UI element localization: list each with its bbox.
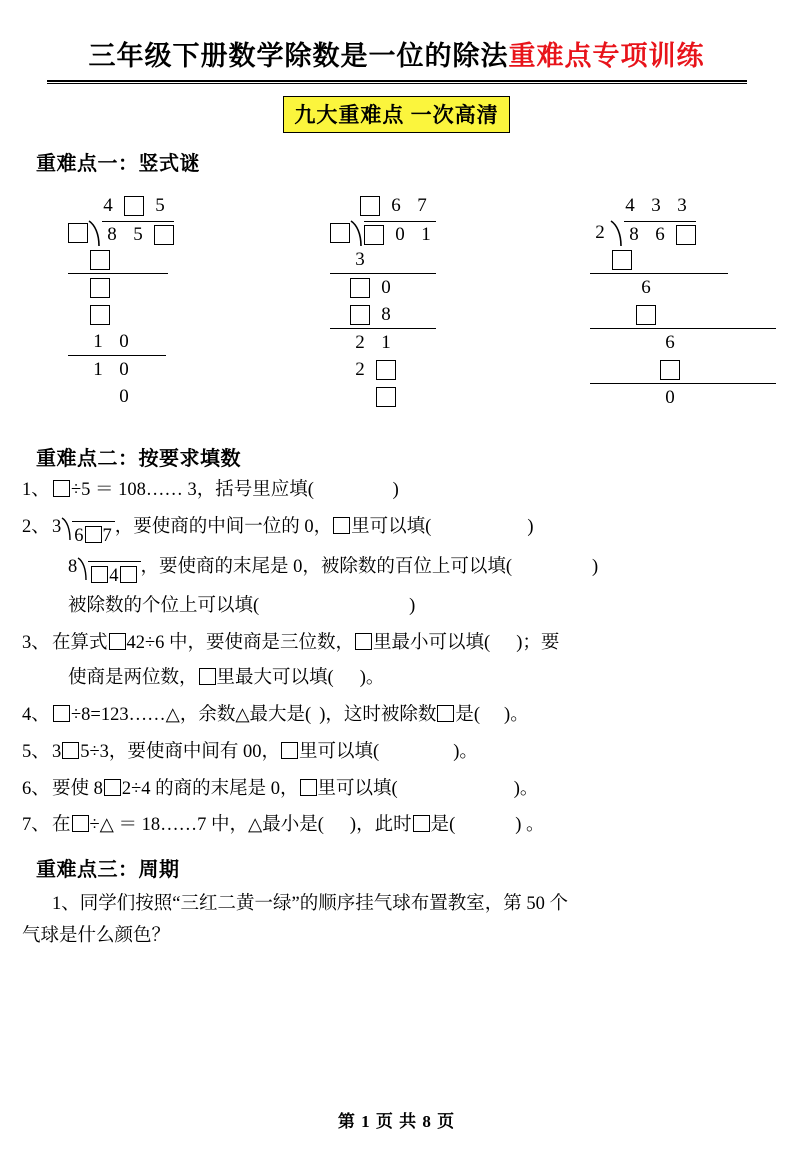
- answer-box[interactable]: [62, 742, 79, 759]
- puzzle-3-step-1: [590, 246, 776, 273]
- puzzle-1-dividend: [102, 221, 174, 245]
- question-2-line2-post: ，要使商的末尾是 0，被除数的百位上可以填(: [140, 556, 513, 577]
- answer-box[interactable]: [53, 480, 70, 497]
- digit: 1: [381, 331, 391, 353]
- section-heading-three: 重难点三：周期: [36, 859, 180, 882]
- answer-box[interactable]: [85, 526, 102, 543]
- digit: 0: [119, 385, 129, 407]
- digit: 1: [93, 358, 103, 380]
- question-number: 2、: [22, 516, 50, 537]
- answer-box[interactable]: [281, 742, 298, 759]
- digit: 2: [595, 221, 605, 243]
- subtitle-highlight: 九大重难点 一次高清: [283, 96, 509, 133]
- answer-box[interactable]: [376, 360, 396, 380]
- question-3-d: )；要: [516, 633, 560, 654]
- answer-box[interactable]: [437, 705, 454, 722]
- puzzle-3-remainder: [590, 383, 776, 411]
- digit: 2: [355, 358, 365, 380]
- question-number: 1、: [22, 480, 50, 500]
- answer-box[interactable]: [109, 633, 126, 650]
- answer-box[interactable]: [355, 633, 372, 650]
- answer-box[interactable]: [68, 223, 88, 243]
- answer-box[interactable]: [636, 305, 656, 325]
- question-2-pre: 3: [52, 516, 62, 537]
- puzzle-3-step-2: [590, 273, 728, 301]
- question-7: [0, 812, 793, 839]
- question-7-e: ) 。: [515, 815, 545, 836]
- cycle-question-number: 1、: [52, 894, 80, 915]
- answer-box[interactable]: [350, 305, 370, 325]
- digit: 4: [103, 194, 113, 216]
- question-1-text-end: ): [392, 480, 399, 500]
- question-4-b: )，这时被除数: [319, 704, 437, 725]
- puzzle-2-step-3: [330, 301, 436, 328]
- inline-dividend: [72, 521, 115, 546]
- answer-box[interactable]: [154, 225, 174, 245]
- question-7-b: ÷△ ＝ 18……7 中，△最小是(: [89, 815, 324, 836]
- digit: 6: [665, 331, 675, 353]
- puzzle-1-step-1: [68, 246, 174, 273]
- puzzle-1-step-3: [68, 301, 174, 328]
- cycle-question-text: 同学们按照“三红二黄一绿”的顺序挂气球布置教室，第 50 个: [79, 894, 568, 915]
- question-2-line3-end: ): [409, 596, 416, 617]
- question-3-line2: [52, 665, 793, 692]
- question-3-c: 里最小可以填(: [373, 633, 491, 654]
- question-7-c: )，此时: [349, 815, 412, 836]
- division-bracket-icon: [61, 517, 72, 539]
- answer-box[interactable]: [90, 278, 110, 298]
- question-5: [0, 739, 793, 766]
- question-6-b: 2÷4 的商的末尾是 0，: [121, 778, 299, 799]
- question-1: [0, 477, 793, 504]
- division-bracket-icon: [610, 220, 624, 246]
- question-number: 6、: [22, 778, 50, 799]
- digit: 8: [381, 303, 391, 325]
- question-5-d: )。: [453, 741, 478, 762]
- question-2-end: ): [527, 516, 534, 537]
- answer-box[interactable]: [90, 305, 110, 325]
- puzzle-3-step-5: [590, 356, 776, 383]
- answer-box[interactable]: [333, 517, 350, 534]
- digit: 2: [355, 331, 365, 353]
- puzzle-3-quotient: [590, 192, 776, 219]
- digit: 7: [417, 194, 427, 216]
- digit: 6: [655, 223, 665, 245]
- answer-box[interactable]: [104, 779, 121, 796]
- puzzle-1-remainder: [68, 383, 174, 410]
- digit: 3: [355, 248, 365, 270]
- answer-box[interactable]: [330, 223, 350, 243]
- answer-box[interactable]: [53, 705, 70, 722]
- digit: 8: [107, 223, 117, 245]
- question-5-b: 5÷3，要使商中间有 00，: [80, 741, 281, 762]
- answer-box[interactable]: [364, 225, 384, 245]
- answer-box[interactable]: [300, 779, 317, 796]
- answer-box[interactable]: [660, 360, 680, 380]
- digit: 0: [381, 276, 391, 298]
- subtitle-container: [0, 96, 793, 133]
- question-2-line2-end: ): [592, 556, 599, 577]
- question-3-line2-a: 使商是两位数，: [68, 668, 198, 689]
- answer-box[interactable]: [120, 566, 137, 583]
- question-1-text: ÷5 ＝ 108…… 3，括号里应填(: [71, 480, 314, 500]
- digit: 0: [119, 358, 129, 380]
- division-puzzles-area: [0, 188, 793, 428]
- digit: 0: [119, 330, 129, 352]
- puzzle-3-dividend: [624, 221, 696, 245]
- digit: 1: [93, 330, 103, 352]
- division-puzzle-2: [330, 192, 436, 410]
- question-7-d: 是(: [430, 815, 456, 836]
- puzzle-3-step-4: [590, 328, 776, 356]
- answer-box[interactable]: [90, 250, 110, 270]
- cycle-question-1: [0, 890, 793, 920]
- puzzle-1-step-2: [68, 273, 168, 301]
- section-heading-two: 重难点二：按要求填数: [36, 448, 241, 470]
- question-4-a: ÷8=123……△，余数△最大是(: [71, 704, 312, 725]
- inline-division-1: [61, 517, 115, 546]
- page-footer: 第 1 页 共 8 页: [337, 1112, 456, 1131]
- digit: 0: [665, 386, 675, 408]
- cycle-question-text-cont: 气球是什么颜色？: [22, 925, 171, 946]
- division-bracket-icon: [77, 557, 88, 579]
- section-heading-one: 重难点一：竖式谜: [36, 153, 200, 175]
- puzzle-1-dividend-row: [68, 219, 174, 246]
- worksheet-page: [0, 34, 793, 1156]
- cycle-question-1-line2: [0, 922, 793, 952]
- question-6: [0, 776, 793, 803]
- question-4-c: 是(: [455, 704, 481, 725]
- division-puzzle-3: [590, 192, 776, 411]
- puzzle-1-step-4: [68, 328, 174, 355]
- title-divider: [47, 80, 747, 84]
- puzzle-3-dividend-row: [590, 219, 776, 246]
- division-puzzle-1: [68, 192, 174, 410]
- puzzle-1-step-5: [68, 355, 166, 383]
- answer-box[interactable]: [350, 278, 370, 298]
- puzzle-3-step-3: [590, 301, 776, 328]
- digit: 4: [625, 194, 635, 216]
- puzzle-2-dividend: [364, 221, 436, 245]
- answer-box[interactable]: [413, 815, 430, 832]
- question-2: [0, 514, 793, 620]
- answer-box[interactable]: [124, 196, 144, 216]
- question-5-c: 里可以填(: [299, 741, 380, 762]
- inline-division-2: [77, 557, 140, 586]
- digit: 4: [109, 565, 119, 586]
- question-2-post: ，要使商的中间一位的 0，: [114, 516, 333, 537]
- question-7-a: 在: [52, 815, 71, 836]
- question-number: 3、: [22, 633, 50, 654]
- question-number: 5、: [22, 741, 50, 762]
- puzzle-2-step-2: [330, 273, 436, 301]
- puzzle-2-step-4: [330, 328, 436, 356]
- page-title: [0, 34, 793, 84]
- digit: 8: [629, 223, 639, 245]
- question-3-b: 42÷6 中，要使商是三位数，: [126, 633, 355, 654]
- puzzle-2-quotient: [330, 192, 436, 219]
- answer-box[interactable]: [376, 387, 396, 407]
- digit: 5: [155, 194, 165, 216]
- question-3-a: 在算式: [52, 633, 108, 654]
- question-6-c: 里可以填(: [317, 778, 398, 799]
- digit: 1: [421, 223, 431, 245]
- puzzle-2-remainder: [330, 383, 436, 410]
- question-list: [0, 477, 793, 839]
- puzzle-2-step-5: [330, 356, 436, 383]
- question-2-tail: 里可以填(: [351, 516, 432, 537]
- answer-box[interactable]: [612, 250, 632, 270]
- digit: 3: [677, 194, 687, 216]
- question-number: 7、: [22, 815, 50, 836]
- question-2-line2-pre: 8: [68, 556, 78, 577]
- question-6-a: 要使 8: [52, 778, 103, 799]
- question-number: 4、: [22, 704, 50, 725]
- question-3-line2-c: )。: [359, 668, 385, 689]
- digit: 0: [395, 223, 405, 245]
- answer-box[interactable]: [72, 815, 89, 832]
- puzzle-2-dividend-row: [330, 219, 436, 246]
- question-3-line2-b: 里最大可以填(: [216, 668, 334, 689]
- division-bracket-icon: [350, 220, 364, 246]
- title-black-text: 三年级下册数学除数是一位的除法: [88, 41, 509, 71]
- question-2-line3: [52, 593, 793, 620]
- question-3: [0, 630, 793, 692]
- digit: 6: [74, 525, 84, 546]
- question-5-a: 3: [52, 741, 62, 762]
- digit: 5: [133, 223, 143, 245]
- title-red-text: 重难点专项训练: [508, 41, 705, 71]
- digit: 7: [102, 525, 112, 546]
- digit: 3: [651, 194, 661, 216]
- puzzle-1-quotient: [68, 192, 174, 219]
- question-6-d: )。: [513, 778, 539, 799]
- question-4: [0, 702, 793, 729]
- digit: 6: [641, 276, 651, 298]
- question-4-d: )。: [504, 704, 529, 725]
- answer-box[interactable]: [199, 668, 216, 685]
- answer-box[interactable]: [676, 225, 696, 245]
- question-2-line2: [52, 554, 793, 586]
- division-bracket-icon: [88, 220, 102, 246]
- inline-dividend: [88, 561, 140, 586]
- puzzle-2-step-1: [330, 246, 436, 273]
- digit: 6: [391, 194, 401, 216]
- question-2-line3-text: 被除数的个位上可以填(: [68, 596, 260, 617]
- answer-box[interactable]: [91, 566, 108, 583]
- answer-box[interactable]: [360, 196, 380, 216]
